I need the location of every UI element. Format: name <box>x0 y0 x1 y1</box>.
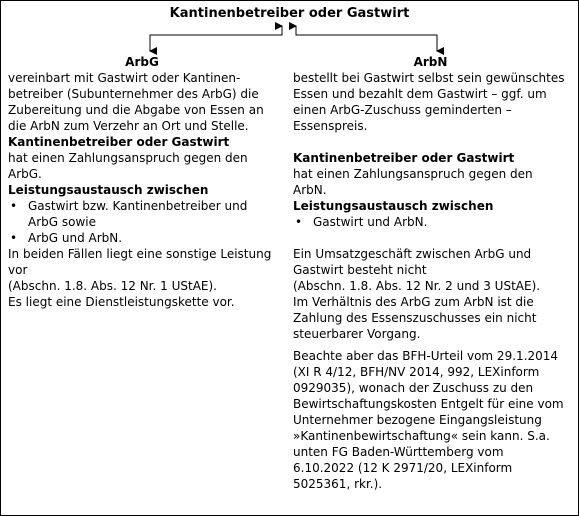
arbn-heading: ArbN <box>413 55 448 69</box>
arbg-conclusion-3: Es liegt eine Dienstleistungskette vor. <box>8 295 235 309</box>
arbn-conclusion-1: Ein Umsatzgeschäft zwischen ArbG und Gastwirt besteht nicht <box>293 247 532 277</box>
arbn-exchange-heading: Leistungsaustausch zwischen <box>293 199 494 213</box>
arbg-conclusion-1: In beiden Fällen liegt eine sonstige Leistung vor <box>8 247 272 277</box>
arbn-claim-heading: Kantinenbetreiber oder Gastwirt <box>293 151 515 165</box>
arbg-exchange-list <box>8 198 276 246</box>
arbn-exchange-list <box>293 214 568 230</box>
arbg-heading: ArbG <box>125 55 159 69</box>
arbn-bfh-note: Beachte aber das BFH-Urteil vom 29.1.2014 (XI R 4/12, BFH/NV 2014, 992, LEXinform 0929035), wonach der Zuschuss zu den Bewirtschaftungskosten Entgelt für eine vom Unternehmer bezogene Eingangsleistung »Kantinenbewirtschaftung« sein kann. S.a. unten FG Baden-Württemberg vom 6.10.2022 (12 K 2971/20, LEXinform 5025361, rkr.). <box>293 349 564 491</box>
arbn-column <box>293 54 568 492</box>
arbn-conclusion-3: Im Verhältnis des ArbG zum ArbN ist die Zahlung des Essenszuschusses ein nicht steuerbarer Vorgang. <box>293 295 537 341</box>
list-item: • Gastwirt bzw. Kantinenbetreiber und ArbG sowie <box>8 198 276 230</box>
diagram-title: Kantinenbetreiber oder Gastwirt <box>169 6 410 21</box>
arbn-conclusion-2: (Abschn. 1.8. Abs. 12 Nr. 2 und 3 UStAE). <box>293 279 541 293</box>
arbg-exchange-heading: Leistungsaustausch zwischen <box>8 183 209 197</box>
arbn-intro: bestellt bei Gastwirt selbst sein gewünschtes Essen und bezahlt dem Gastwirt – ggf. um einen ArbG-Zuschuss geminderten – Essenspreis. <box>293 71 565 133</box>
arbg-conclusion-2: (Abschn. 1.8. Abs. 12 Nr. 1 UStAE). <box>8 279 217 293</box>
arbg-claim-text: hat einen Zahlungsanspruch gegen den ArbG. <box>8 151 248 181</box>
list-item: • Gastwirt und ArbN. <box>293 214 568 230</box>
arbg-claim-heading: Kantinenbetreiber oder Gastwirt <box>8 135 230 149</box>
arbg-column <box>8 54 276 310</box>
left-connector <box>150 26 282 51</box>
list-item: • ArbG und ArbN. <box>8 230 276 246</box>
arbg-intro: vereinbart mit Gastwirt oder Kantinenbetreiber (Subunternehmer des ArbG) die Zubereitung und die Abgabe von Essen an die ArbN zum Verzehr an Ort und Stelle. <box>8 71 264 133</box>
right-connector <box>296 26 437 51</box>
arbn-claim-text: hat einen Zahlungsanspruch gegen den ArbN. <box>293 167 533 197</box>
connector-lines <box>1 1 578 61</box>
